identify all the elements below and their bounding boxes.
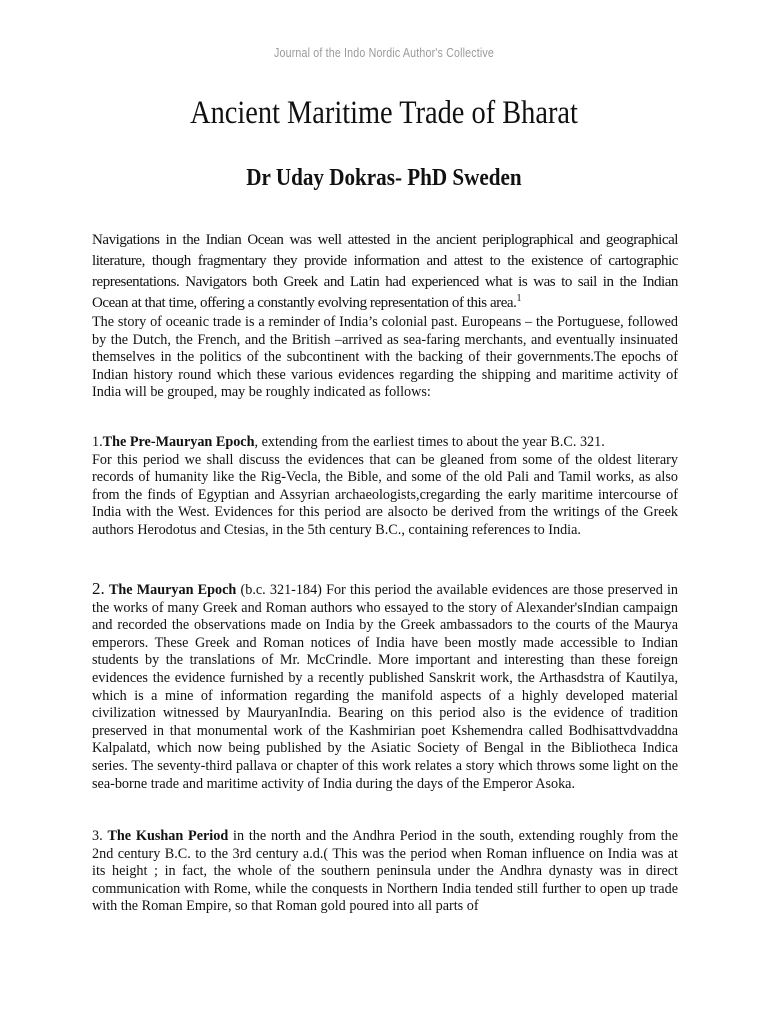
- article-author: Dr Uday Dokras- PhD Sweden: [246, 165, 522, 191]
- section-pre-mauryan: [92, 434, 678, 540]
- section-heading: The Pre-Mauryan Epoch: [102, 434, 255, 450]
- section-body: For this period we shall discuss the evidences that can be gleaned from some of the oldest literary records of humanity like the Rig-Vecla, the Bible, and some of the old Pali and Tamil works, as also from the finds of Egyptian and Assyrian archaeologists,cregarding the early maritime intercourse of India with the West. Evidences for this period are alsocto be derived from the writings of the Greek authors Herodotus and Ctesias, in the 5th century B.C., containing references to India.: [92, 451, 678, 538]
- section-heading: The Kushan Period: [107, 828, 229, 844]
- section-lead: , extending from the earliest times to about the year B.C. 321.: [254, 434, 605, 450]
- intro-line: representations. Navigators both Greek and Latin had experienced what is was to sail in the Indian: [92, 274, 678, 290]
- intro-paragraph: [92, 230, 678, 402]
- section-heading: The Mauryan Epoch: [108, 582, 237, 598]
- section-number: 3.: [92, 828, 103, 844]
- section-body: (b.c. 321-184) For this period the available evidences are those preserved in the works of many Greek and Roman authors who essayed to the story of Alexander'sIndian campaign and recorded the observations made on India by the Greek ambassadors to the courts of the Maurya emperors. These Greek and Roman notices of India have been mostly made accessible to Indian students by the translations of Mr. McCrindle. More important and interesting than these foreign evidences the evidence furnished by a recently published Sanskrit work, the Arthasdstra of Kautilya, which is a mine of information regarding the manifold aspects of a highly developed material civilization witnessed by MauryanIndia. Bearing on this period also is the evidence of tradition preserved in that monumental work of the Kashmirian poet Kshemendra called Bodhisattvdvaddna Kalpalatd, which now being published by the Asiatic Society of Bengal in the Bibliotheca Indica series. The seventy-third pallava or chapter of this work relates a story which throws some light on the sea-borne trade and maritime activity of India during the days of the Emperor Asoka.: [92, 582, 678, 792]
- article-title: Ancient Maritime Trade of Bharat: [190, 95, 578, 131]
- section-number: 2.: [92, 579, 105, 598]
- intro-line: Ocean at that time, offering a constantly evolving representation of this area.: [92, 295, 517, 311]
- section-mauryan: [92, 580, 678, 793]
- section-number: 1.: [92, 434, 103, 450]
- section-kushan: [92, 828, 678, 916]
- footnote-ref[interactable]: 1: [516, 293, 521, 304]
- intro-line: literature, though fragmentary they provide information and attest to the existence of cartographic: [92, 253, 678, 269]
- section-body: in the north and the Andhra Period in the south, extending roughly from the 2nd century B.C. to the 3rd century a.d.( This was the period when Roman influence on India was at its height ; in fact, the whole of the southern peninsula under the Andhra dynasty was in direct communication with Rome, while the conquests in Northern India tended still further to open up trade with the Roman Empire, so that Roman gold poured into all parts of: [92, 828, 679, 915]
- intro-lines: [92, 230, 678, 314]
- intro-rest: The story of oceanic trade is a reminder of India’s colonial past. Europeans – the Portuguese, followed by the Dutch, the French, and the British –arrived as sea-faring merchants, and eventually insinuated themselves in the politics of the subcontinent with the backing of their governments.The epochs of Indian history round which these various evidences regarding the shipping and maritime activity of India will be grouped, may be roughly indicated as follows:: [92, 314, 678, 401]
- running-header: Journal of the Indo Nordic Author's Collective: [274, 45, 494, 60]
- intro-line: Navigations in the Indian Ocean was well attested in the ancient periplographical and geographical: [92, 232, 678, 248]
